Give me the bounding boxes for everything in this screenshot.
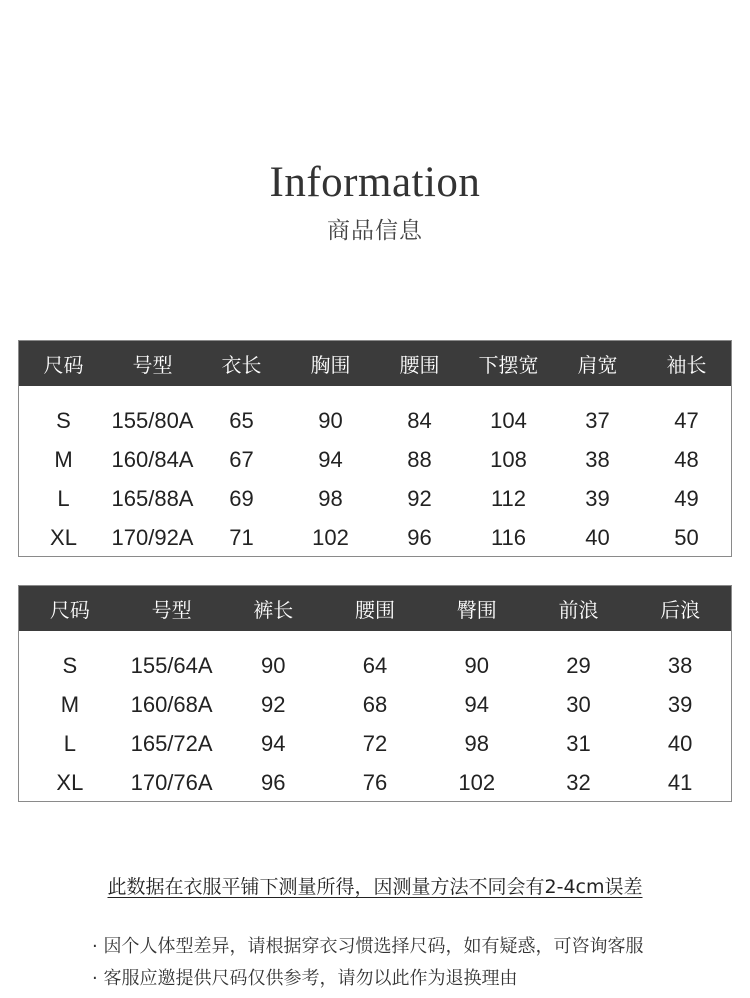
table-cell: 96 xyxy=(407,524,432,550)
table-cell: 38 xyxy=(585,446,610,472)
column-header-length: 衣长 xyxy=(221,353,262,377)
column-header-chest: 胸围 xyxy=(310,353,351,377)
table-cell: 31 xyxy=(566,730,591,756)
table-cell: 49 xyxy=(674,485,699,511)
table-cell: 65 xyxy=(229,407,254,433)
table-cell: 94 xyxy=(318,446,343,472)
column-header-fit: 号型 xyxy=(151,598,192,622)
bottom-table-body xyxy=(19,631,731,802)
table-cell: 116 xyxy=(490,524,527,550)
table-cell: L xyxy=(63,730,76,756)
table-cell: 38 xyxy=(667,652,693,678)
table-cell: 170/92A xyxy=(111,524,194,550)
table-cell: 32 xyxy=(566,769,591,795)
table-cell: 90 xyxy=(464,652,489,678)
table-cell: 39 xyxy=(667,691,693,717)
table-cell: 41 xyxy=(667,769,693,795)
table-row xyxy=(19,763,731,802)
table-cell: 37 xyxy=(585,407,610,433)
column-header-waist: 腰围 xyxy=(355,598,396,622)
table-cell: XL xyxy=(50,524,77,550)
note-item: · 因个人体型差异，请根据穿衣习惯选择尺码，如有疑惑，可咨询客服 xyxy=(92,936,644,957)
table-cell: 47 xyxy=(674,407,699,433)
measurement-notice: 此数据在衣服平铺下测量所得，因测量方法不同会有2-4cm误差 xyxy=(107,876,643,898)
table-cell: 76 xyxy=(362,769,388,795)
table-cell: 98 xyxy=(318,485,343,511)
table-cell: 64 xyxy=(362,652,388,678)
column-header-sleeve: 袖长 xyxy=(666,353,707,377)
top-table-header xyxy=(19,341,731,386)
column-header-hem-width: 下摆宽 xyxy=(478,353,539,377)
table-cell: 160/84A xyxy=(111,446,194,472)
table-cell: 165/88A xyxy=(111,485,194,511)
column-header-front-rise: 前浪 xyxy=(558,598,599,622)
table-cell: 160/68A xyxy=(130,691,213,717)
table-cell: 102 xyxy=(312,524,349,550)
top-size-table xyxy=(18,340,732,557)
table-cell: 92 xyxy=(261,691,286,717)
table-cell: 92 xyxy=(407,485,432,511)
table-cell: 102 xyxy=(458,769,496,795)
table-cell: 165/72A xyxy=(130,730,213,756)
table-cell: 29 xyxy=(566,652,591,678)
column-header-fit: 号型 xyxy=(132,353,173,377)
column-header-size: 尺码 xyxy=(43,353,84,377)
table-row xyxy=(19,518,731,557)
table-cell: 40 xyxy=(667,730,693,756)
table-cell: 68 xyxy=(362,691,388,717)
table-cell: 94 xyxy=(261,730,286,756)
column-header-waist: 腰围 xyxy=(399,353,440,377)
note-item: · 客服应邀提供尺码仅供参考，请勿以此作为退换理由 xyxy=(92,968,518,989)
table-row xyxy=(19,440,731,479)
table-cell: 69 xyxy=(229,485,254,511)
table-cell: 96 xyxy=(261,769,286,795)
table-cell: 98 xyxy=(464,730,489,756)
table-cell: L xyxy=(57,485,70,511)
column-header-back-rise: 后浪 xyxy=(660,598,701,622)
table-row xyxy=(19,479,731,518)
column-header-pants-length: 裤长 xyxy=(253,598,294,622)
table-cell: 84 xyxy=(407,407,432,433)
table-cell: XL xyxy=(56,769,84,795)
title-chinese: 商品信息 xyxy=(327,218,423,244)
table-cell: M xyxy=(54,446,73,472)
column-header-shoulder: 肩宽 xyxy=(577,353,618,377)
table-cell: 39 xyxy=(585,485,610,511)
table-cell: 72 xyxy=(362,730,388,756)
table-cell: 94 xyxy=(464,691,489,717)
table-cell: 40 xyxy=(585,524,610,550)
table-row xyxy=(19,685,731,724)
table-cell: 67 xyxy=(229,446,254,472)
column-header-hip: 臀围 xyxy=(456,598,497,622)
top-table-body xyxy=(19,386,731,557)
notes-list xyxy=(92,934,732,998)
table-cell: 90 xyxy=(261,652,286,678)
table-cell: 30 xyxy=(566,691,591,717)
column-header-size: 尺码 xyxy=(49,598,90,622)
bottom-table-header xyxy=(19,586,731,631)
table-row xyxy=(19,724,731,763)
table-cell: S xyxy=(56,407,71,433)
table-row xyxy=(19,646,731,685)
table-cell: 108 xyxy=(490,446,527,472)
table-cell: 50 xyxy=(674,524,699,550)
table-cell: 112 xyxy=(490,485,527,511)
table-cell: 170/76A xyxy=(130,769,213,795)
table-cell: 71 xyxy=(229,524,254,550)
table-cell: 88 xyxy=(407,446,432,472)
table-row xyxy=(19,401,731,440)
table-cell: 155/80A xyxy=(111,407,194,433)
table-cell: S xyxy=(62,652,78,678)
title-english: Information xyxy=(269,159,481,206)
table-cell: 48 xyxy=(674,446,699,472)
table-cell: 90 xyxy=(318,407,343,433)
table-cell: 104 xyxy=(490,407,527,433)
bottom-size-table xyxy=(18,585,732,802)
table-cell: 155/64A xyxy=(130,652,213,678)
table-cell: M xyxy=(60,691,80,717)
